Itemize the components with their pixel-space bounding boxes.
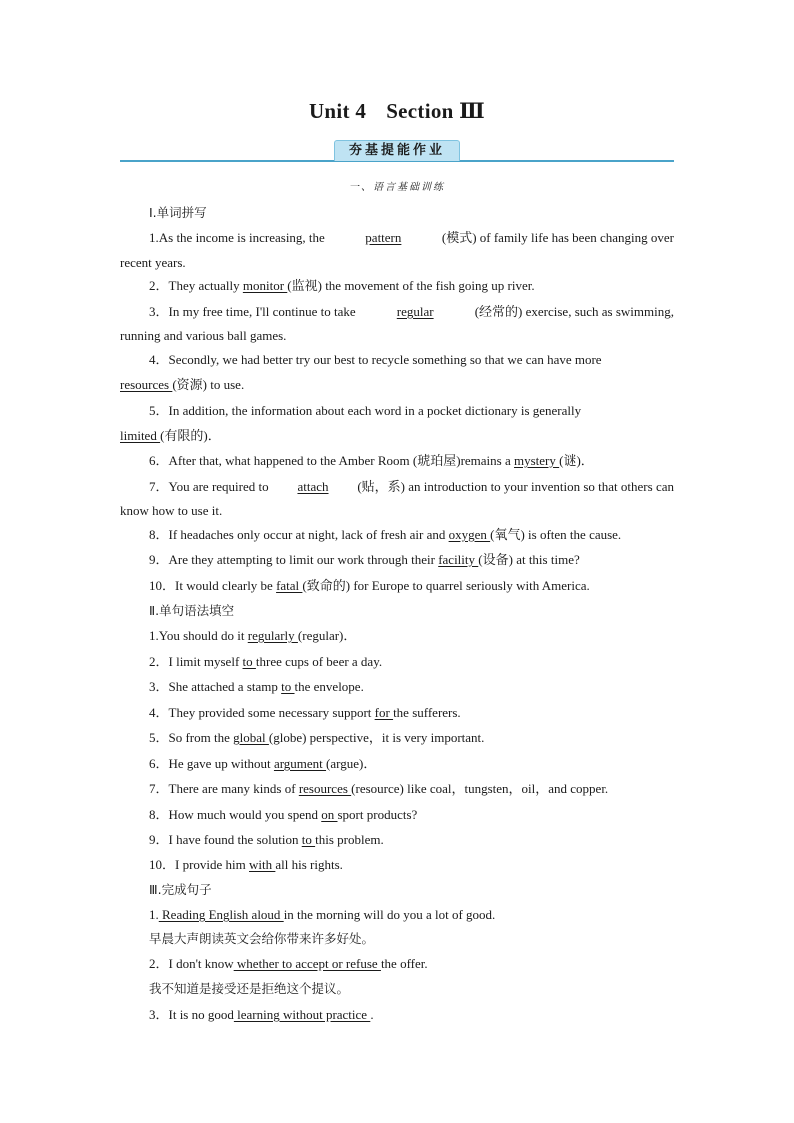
banner-tag: 夯基提能作业 — [334, 140, 460, 161]
question-line: 6．After that, what happened to the Amber Room (琥珀屋)remains a mystery (谜)． — [149, 453, 594, 468]
answer-blank: whether to accept or refuse — [233, 956, 381, 971]
answer-blank: argument — [273, 756, 327, 771]
question-line: running and various ball games. — [120, 328, 287, 343]
answer-blank: to — [242, 654, 256, 669]
question-line: 5．In addition, the information about each word in a pocket dictionary is generally — [149, 403, 582, 418]
answer-blank: resources — [298, 781, 352, 796]
answer-blank: learning without practice — [233, 1007, 371, 1022]
answer-blank: monitor — [242, 278, 288, 293]
section-heading-grammar: Ⅱ.单句语法填空 — [149, 603, 235, 618]
answer-blank: regularly — [247, 628, 298, 643]
answer-blank: mystery — [514, 453, 560, 468]
section-label: Section Ⅲ — [386, 99, 486, 123]
subheading: 一、语言基础训练 — [349, 182, 445, 193]
answer-blank: with — [249, 857, 276, 872]
page-title — [120, 98, 674, 124]
question-line: 10．It would clearly be fatal (致命的) for Europe to quarrel seriously with America. — [149, 578, 590, 593]
answer-blank: facility — [438, 552, 479, 567]
question-line: 9．Are they attempting to limit our work through their facility (设备) at this time? — [149, 552, 580, 567]
answer-blank: global — [233, 730, 269, 745]
chinese-translation: 早晨大声朗读英文会给你带来许多好处。 — [149, 931, 375, 946]
answer-blank: regular — [396, 304, 434, 319]
answer-blank: pattern — [365, 230, 402, 245]
question-line: resources (资源) to use. — [120, 377, 245, 392]
question-line: recent years. — [120, 255, 186, 270]
answer-blank: Reading English aloud — [158, 907, 284, 922]
question-line: 2．They actually monitor (监视) the movement of the fish going up river. — [149, 278, 535, 293]
question-line: 1.You should do it regularly (regular)． — [149, 628, 357, 643]
answer-blank: attach — [297, 479, 329, 494]
question-line: 7．You are required to attach (贴，系) an introduction to your invention so that others can — [149, 479, 674, 494]
question-line: 3．It is no good learning without practice . — [149, 1007, 374, 1022]
answer-blank: fatal — [276, 578, 303, 593]
answer-blank: limited — [120, 428, 161, 443]
question-line: 9．I have found the solution to this problem. — [149, 832, 384, 847]
chinese-translation: 我不知道是接受还是拒绝这个提议。 — [149, 981, 350, 996]
answer-blank: to — [281, 679, 295, 694]
question-line: 2．I don't know whether to accept or refuse the offer. — [149, 956, 428, 971]
unit-label: Unit 4 — [308, 99, 367, 123]
question-line: 2．I limit myself to three cups of beer a day. — [149, 654, 383, 669]
question-line: 4．They provided some necessary support for the sufferers. — [149, 705, 461, 720]
homework-banner — [120, 140, 674, 162]
answer-blank: to — [301, 832, 316, 847]
question-line: 5．So from the global (globe) perspective，it is very important. — [149, 730, 485, 745]
section-heading-sentences: Ⅲ.完成句子 — [149, 882, 212, 897]
question-line: 10．I provide him with all his rights. — [149, 857, 343, 872]
question-line: 3．She attached a stamp to the envelope. — [149, 679, 364, 694]
question-line: 1.As the income is increasing, the pattern (模式) of family life has been changing over — [149, 230, 674, 245]
answer-blank: resources — [120, 377, 173, 392]
question-line: limited (有限的)． — [120, 428, 221, 443]
question-line: 1. Reading English aloud in the morning will do you a lot of good. — [149, 907, 496, 922]
answer-blank: on — [321, 807, 338, 822]
question-line: 8．How much would you spend on sport products? — [149, 807, 418, 822]
answer-blank: oxygen — [448, 527, 491, 542]
question-line: 7．There are many kinds of resources (resource) like coal，tungsten，oil，and copper. — [149, 781, 609, 796]
question-line: 8．If headaches only occur at night, lack of fresh air and oxygen (氧气) is often the cause. — [149, 527, 622, 542]
question-line: 6．He gave up without argument (argue)． — [149, 756, 377, 771]
answer-blank: for — [374, 705, 394, 720]
question-line: know how to use it. — [120, 503, 223, 518]
section-heading-vocabulary: Ⅰ.单词拼写 — [149, 205, 207, 220]
question-line: 3．In my free time, I'll continue to take regular (经常的) exercise, such as swimming, — [149, 304, 674, 319]
question-line: 4．Secondly, we had better try our best to recycle something so that we can have more — [149, 352, 602, 367]
